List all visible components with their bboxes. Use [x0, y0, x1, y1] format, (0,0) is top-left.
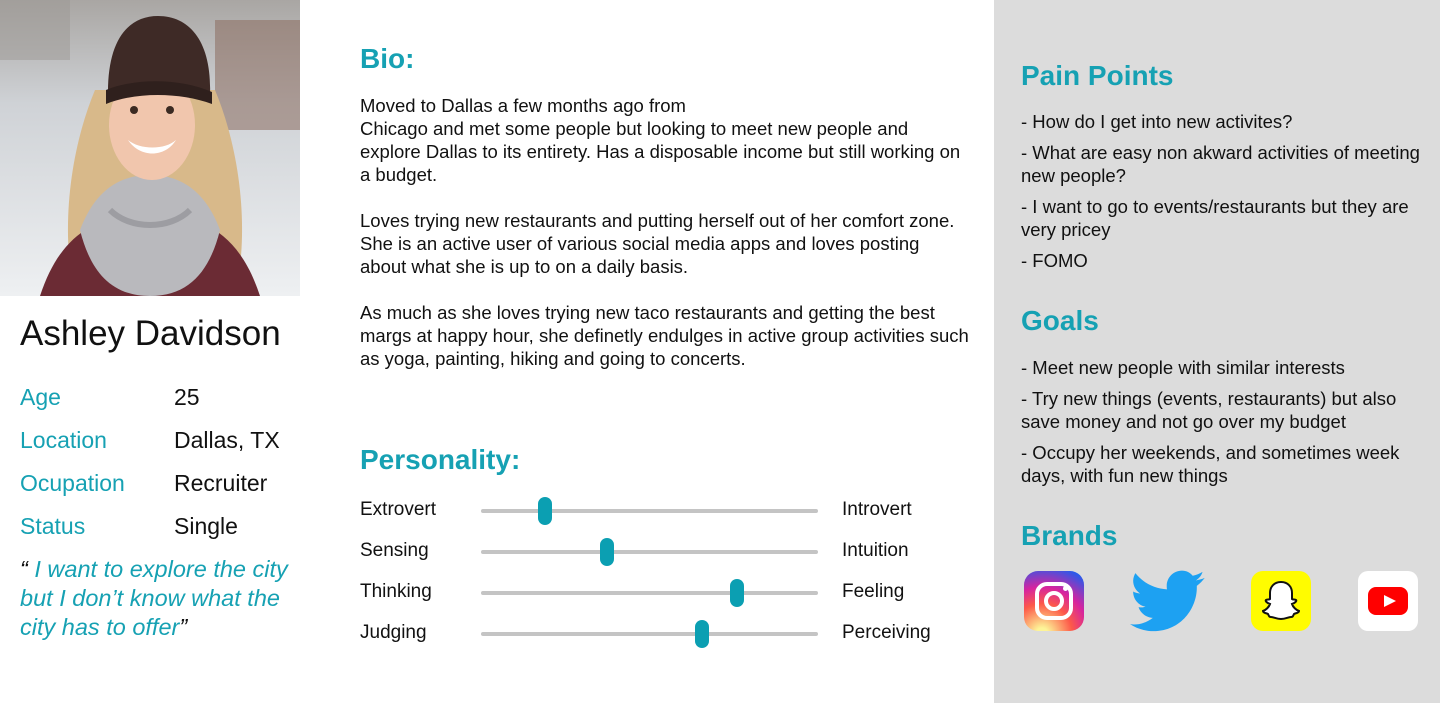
- list-item: - Meet new people with similar interests: [1021, 357, 1345, 378]
- info-row-age: [20, 376, 280, 419]
- brands-title: Brands: [1021, 520, 1118, 551]
- persona-quote: [20, 555, 320, 642]
- info-label: Ocupation: [20, 470, 125, 496]
- trait-left-label: Extrovert: [360, 499, 437, 520]
- info-label: Location: [20, 427, 107, 453]
- list-item: - Try new things (events, restaurants) but also save money and not go over my budget: [1021, 388, 1397, 432]
- info-value: 25: [174, 384, 200, 410]
- list-item: - Occupy her weekends, and sometimes week days, with fun new things: [1021, 442, 1400, 486]
- instagram-icon: [1024, 571, 1084, 631]
- list-item: - I want to go to events/restaurants but they are very pricey: [1021, 196, 1409, 240]
- snapchat-icon: [1251, 571, 1311, 631]
- info-label: Age: [20, 384, 61, 410]
- bio-text: [360, 94, 970, 393]
- list-item: - What are easy non akward activities of meeting new people?: [1021, 142, 1420, 186]
- trait-right-label: Introvert: [842, 499, 912, 520]
- trait-right-label: Perceiving: [842, 622, 931, 643]
- quote-open-mark: “: [20, 556, 28, 582]
- trait-slider-track[interactable]: [481, 509, 818, 513]
- info-row-occupation: [20, 462, 280, 505]
- snapchat-ghost-icon: [1251, 571, 1311, 631]
- youtube-play-triangle: [1384, 595, 1396, 607]
- instagram-dot: [1063, 586, 1068, 591]
- trait-right-label: Intuition: [842, 540, 909, 561]
- quote-close-mark: ”: [179, 614, 188, 640]
- info-row-location: [20, 419, 280, 462]
- trait-slider-track[interactable]: [481, 550, 818, 554]
- info-value: Single: [174, 513, 238, 539]
- goals-list: [1021, 356, 1431, 495]
- bio-title: Bio:: [360, 43, 415, 74]
- trait-slider-knob[interactable]: [538, 497, 552, 525]
- trait-slider-knob[interactable]: [695, 620, 709, 648]
- bio-paragraph: Loves trying new restaurants and putting herself out of her comfort zone. She is an active user of various social media apps and loves posting about what she is up to on a daily basis.: [360, 210, 955, 277]
- trait-left-label: Thinking: [360, 581, 432, 602]
- info-value: Recruiter: [174, 470, 268, 496]
- persona-photo: [0, 0, 300, 296]
- persona-photo-illustration: [0, 0, 300, 296]
- goals-title: Goals: [1021, 305, 1099, 336]
- personality-title: Personality:: [360, 444, 521, 475]
- trait-left-label: Sensing: [360, 540, 429, 561]
- trait-slider-row: [360, 536, 960, 566]
- persona-info: [20, 376, 280, 548]
- trait-slider-row: [360, 618, 960, 648]
- info-value: Dallas, TX: [174, 427, 280, 453]
- pain-points-list: [1021, 110, 1431, 280]
- trait-slider-track[interactable]: [481, 632, 818, 636]
- right-panel: [994, 0, 1440, 703]
- instagram-lens: [1044, 591, 1064, 611]
- bio-paragraph: As much as she loves trying new taco restaurants and getting the best margs at happy hour, she definetly endulges in active group activities such as yoga, painting, hiking and going to concerts.: [360, 302, 969, 369]
- trait-slider-knob[interactable]: [600, 538, 614, 566]
- info-label: Status: [20, 513, 86, 539]
- persona-name: Ashley Davidson: [20, 314, 281, 353]
- trait-right-label: Feeling: [842, 581, 905, 602]
- youtube-icon: [1358, 571, 1418, 631]
- quote-text: I want to explore the city but I don’t know what the city has to offer: [20, 556, 288, 640]
- info-row-status: [20, 505, 280, 548]
- trait-slider-track[interactable]: [481, 591, 818, 595]
- bio-paragraph: Moved to Dallas a few months ago from Chicago and met some people but looking to meet new people and explore Dallas to its entirety. Has a disposable income but still working on a budget.: [360, 95, 961, 185]
- trait-slider-row: [360, 577, 960, 607]
- trait-slider-knob[interactable]: [730, 579, 744, 607]
- twitter-icon: [1130, 570, 1206, 634]
- trait-left-label: Judging: [360, 622, 427, 643]
- trait-slider-row: [360, 495, 960, 525]
- pain-points-title: Pain Points: [1021, 60, 1174, 91]
- list-item: - FOMO: [1021, 250, 1088, 271]
- list-item: - How do I get into new activites?: [1021, 111, 1293, 132]
